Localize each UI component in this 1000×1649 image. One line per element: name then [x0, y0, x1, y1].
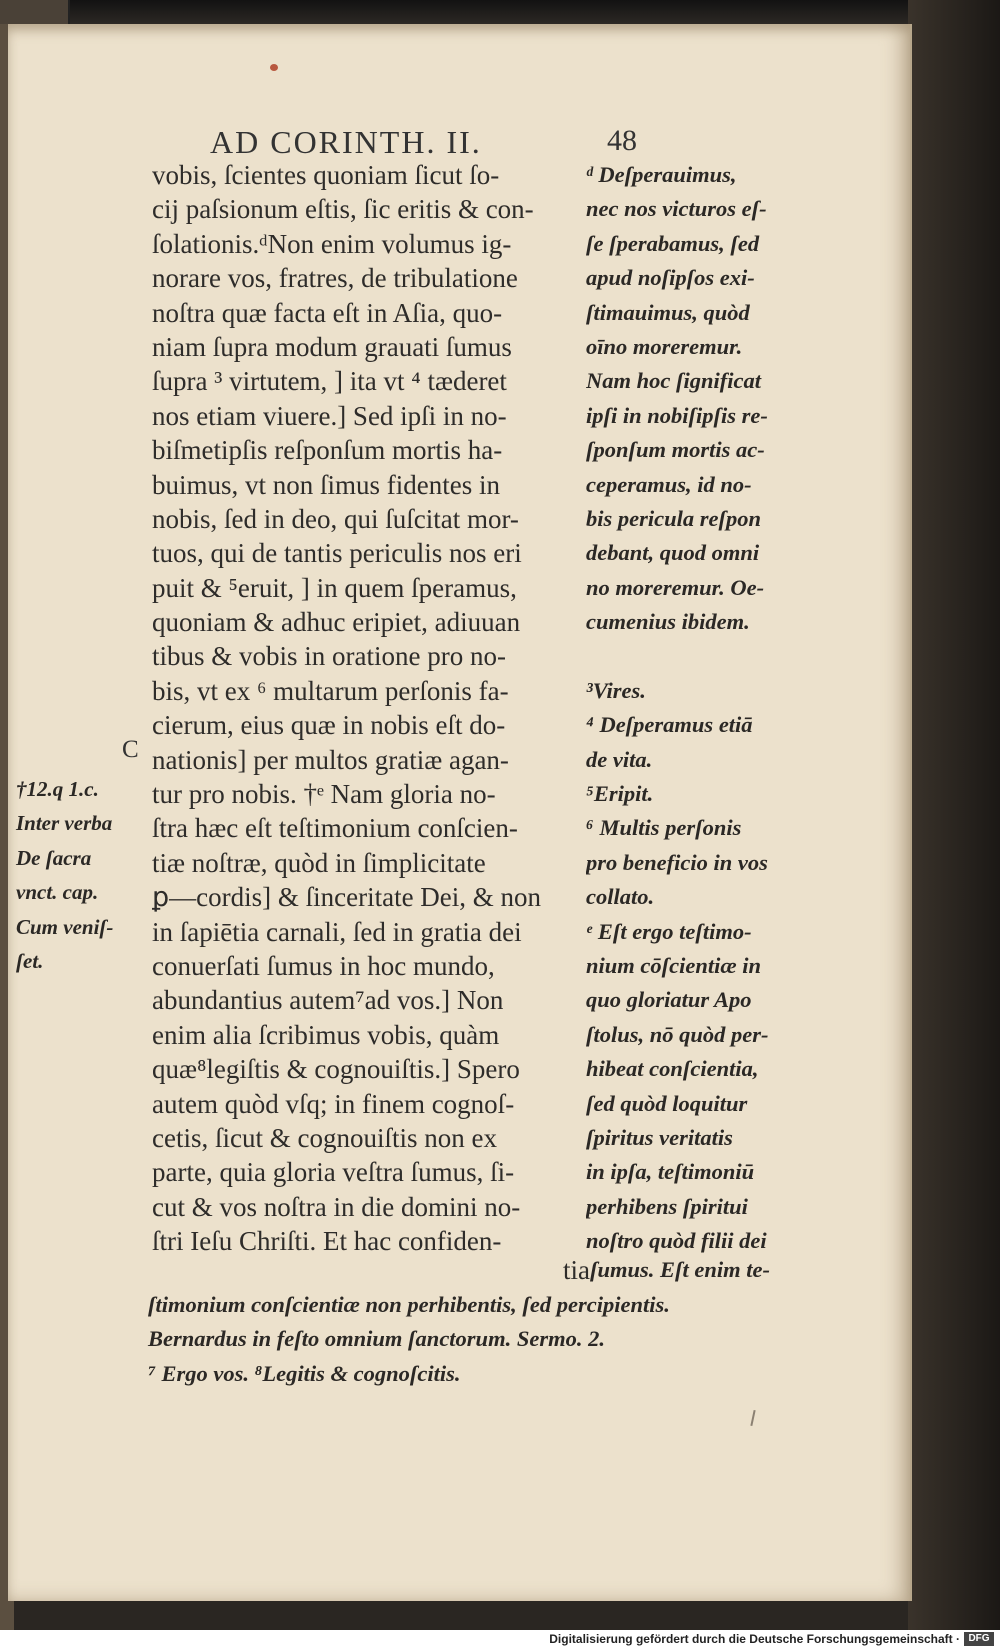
margin-note-line: de vita.: [586, 746, 653, 772]
margin-note-line: ipſi in nobiſipſis re-: [586, 402, 768, 428]
margin-note-line: [586, 639, 808, 673]
margin-note-line: pro beneficio in vos: [586, 849, 768, 875]
margin-note-line: Nam hoc ſignificat: [586, 368, 761, 394]
outer-margin-notes: [586, 158, 808, 1259]
inner-note-line: vnct. cap.: [16, 880, 99, 905]
footnote-block: [148, 1288, 808, 1391]
text-line: in ſapiētia carnali, ſed in gratia dei: [152, 916, 522, 947]
text-line: norare vos, fratres, de tribulatione: [152, 263, 518, 294]
footnote-line: ⁷ Ergo vos. ⁸Legitis & cognoſcitis.: [148, 1360, 461, 1386]
text-line: ſupra ³ virtutem, ] ita vt ⁴ tæderet: [152, 366, 507, 397]
text-line: vobis, ſcientes quoniam ſicut ſo-: [152, 160, 500, 190]
text-line: quoniam & adhuc eripiet, adiuuan: [152, 607, 521, 638]
dfg-logo: DFG: [964, 1632, 994, 1646]
text-line: quæ⁸legiſtis & cognouiſtis.] Spero: [152, 1054, 520, 1085]
text-line: niam ſupra modum grauati ſumus: [152, 331, 512, 362]
text-line: parte, quia gloria veſtra ſumus, ſi-: [152, 1157, 515, 1188]
funding-credit: Digitalisierung gefördert durch die Deutsche Forschungsgemeinschaft ·: [549, 1632, 960, 1646]
margin-note-line: ſtolus, nō quòd per-: [586, 1021, 769, 1047]
text-line: nobis, ſed in deo, qui ſuſcitat mor-: [152, 503, 519, 534]
margin-note-line: noſtro quòd filii dei: [586, 1228, 767, 1254]
margin-note-line: ſed quòd loquitur: [586, 1090, 748, 1116]
text-line: tibus & vobis in oratione pro no-: [152, 641, 506, 672]
text-line-last: tia: [563, 1255, 590, 1285]
margin-note-line: ᵉ Eſt ergo teſtimo-: [586, 918, 752, 944]
margin-note-line: no moreremur. Oe-: [586, 574, 765, 600]
margin-note-line: hibeat conſcientia,: [586, 1056, 759, 1082]
text-line: ſtri Ieſu Chriſti. Et hac confiden-: [152, 1226, 502, 1257]
text-line: cij paſsionum eſtis, ſic eritis & con-: [152, 194, 534, 225]
margin-note-line: ſponſum mortis ac-: [586, 437, 765, 463]
inner-note-line: †12.q 1.c.: [16, 777, 99, 801]
margin-note-line: quo gloriatur Apo: [586, 987, 752, 1013]
text-line: ꝑ—cordis] & ſinceritate Dei, & non: [152, 882, 542, 913]
margin-note-line: nium cōſcientiæ in: [586, 952, 762, 978]
margin-note-line: ³Vires.: [586, 677, 646, 703]
inner-margin-notes: [16, 772, 154, 978]
text-line: enim alia ſcribimus vobis, quàm: [152, 1019, 500, 1050]
scan-background-top: [0, 0, 1000, 24]
text-line: nos etiam viuere.] Sed ipſi in no-: [152, 400, 507, 431]
text-line: biſmetipſis reſponſum mortis ha-: [152, 435, 503, 466]
text-line: conuerſati ſumus in hoc mundo,: [152, 950, 495, 981]
text-line: tuos, qui de tantis periculis nos eri: [152, 538, 522, 569]
inner-note-line: De ſacra: [16, 845, 92, 870]
page-stain: [270, 64, 278, 71]
section-marker: C: [122, 736, 139, 763]
text-line: tur pro nobis. †ᵉ Nam gloria no-: [152, 779, 496, 810]
text-line: noſtra quæ facta eſt in Aſia, quo-: [152, 297, 503, 328]
text-line: abundantius autem⁷ad vos.] Non: [152, 985, 504, 1016]
inner-note-line: ſet.: [16, 948, 44, 973]
text-line: puit & ⁵eruit, ] in quem ſperamus,: [152, 572, 517, 603]
footnote-line: Bernardus in feſto omnium ſanctorum. Sermo. 2.: [148, 1326, 605, 1352]
text-line: cetis, ſicut & cognouiſtis non ex: [152, 1122, 497, 1153]
margin-note-line-last: ſumus. Eſt enim te-: [590, 1257, 771, 1282]
margin-note-line: ſe ſperabamus, ſed: [586, 230, 760, 256]
text-line: ſolationis.ᵈNon enim volumus ig-: [152, 228, 512, 259]
margin-note-line: debant, quod omni: [586, 540, 760, 566]
margin-note-line: ⁶ Multis perſonis: [586, 815, 742, 841]
inner-note-line: Inter verba: [16, 811, 113, 836]
text-line: ſtra hæc eſt teſtimonium conſcien-: [152, 813, 518, 844]
margin-note-line: ceperamus, id no-: [586, 471, 752, 497]
text-line: buimus, vt non ſimus fidentes in: [152, 469, 500, 500]
text-line: bis, vt ex ⁶ multarum perſonis fa-: [152, 675, 509, 706]
margin-note-line: ſtimauimus, quòd: [586, 299, 750, 325]
margin-note-line: oīno moreremur.: [586, 333, 743, 359]
text-line: cierum, eius quæ in nobis eſt do-: [152, 710, 506, 741]
text-line: autem quòd vſq; in finem cognoſ-: [152, 1088, 515, 1119]
margin-note-line: cumenius ibidem.: [586, 609, 750, 635]
scan-corner-tab: [0, 0, 70, 24]
margin-note-line: collato.: [586, 884, 655, 910]
margin-note-line: ᵈ Deſperauimus,: [586, 162, 737, 187]
inner-note-line: Cum veniſ-: [16, 914, 114, 939]
running-title: AD CORINTH. II.: [210, 124, 482, 160]
text-line: tiæ noſtræ, quòd in ſimplicitate: [152, 847, 486, 878]
footnote-line: ſtimonium conſcientiæ non perhibentis, ſed percipientis.: [148, 1292, 670, 1317]
text-line: nationis] per multos gratiæ agan-: [152, 744, 509, 775]
margin-note-line: bis pericula reſpon: [586, 505, 762, 531]
margin-note-line: perhibens ſpiritui: [586, 1193, 748, 1219]
margin-note-line: nec nos victuros eſ-: [586, 196, 767, 222]
scan-background-right: [908, 0, 1000, 1630]
margin-note-line: in ipſa, teſtimoniū: [586, 1159, 755, 1185]
margin-note-line: apud noſipſos exi-: [586, 265, 755, 291]
margin-note-line: ⁴ Deſperamus etiā: [586, 712, 753, 738]
margin-note-line: ⁵Eripit.: [586, 781, 654, 807]
text-line: cut & vos noſtra in die domini no-: [152, 1191, 521, 1222]
main-text-column: [152, 158, 584, 1259]
page-number: 48: [607, 124, 637, 157]
margin-note-line: ſpiritus veritatis: [586, 1124, 733, 1150]
